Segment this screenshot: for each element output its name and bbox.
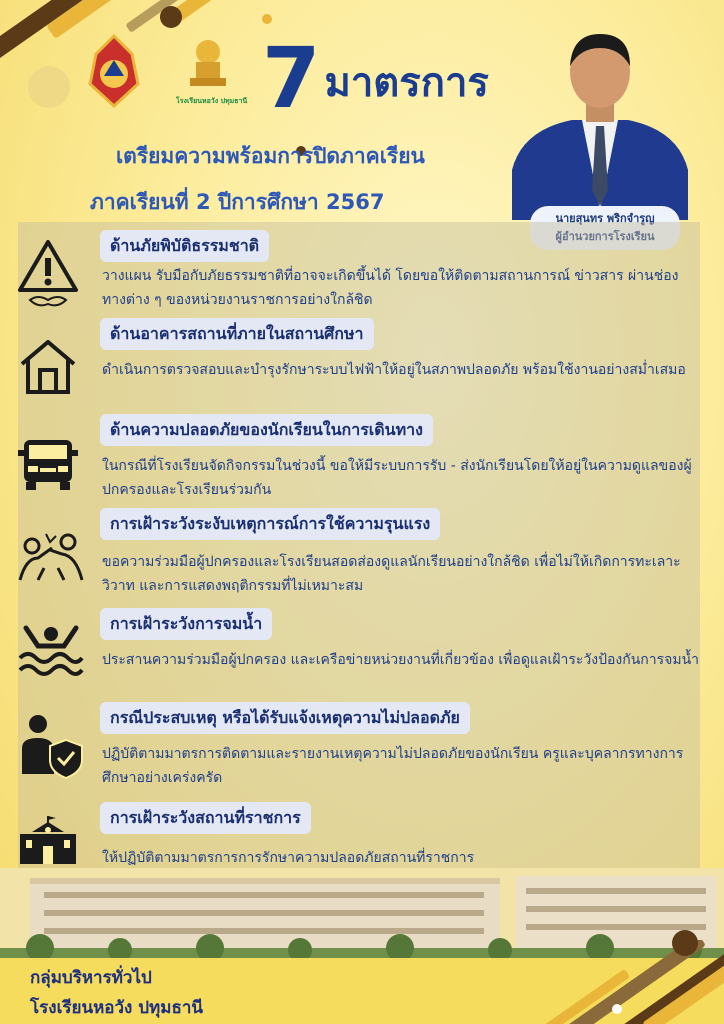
title-text: มาตรการ xyxy=(324,60,489,106)
decor-circle xyxy=(28,66,70,108)
guard-shield-icon xyxy=(16,712,80,776)
measure-title: การเฝ้าระวังระงับเหตุการณ์การใช้ความรุนแรง xyxy=(100,508,440,540)
measure-title: การเฝ้าระวังสถานที่ราชการ xyxy=(100,802,311,834)
subtitle-1: เตรียมความพร้อมการปิดภาคเรียน xyxy=(116,144,425,168)
measure-title: การเฝ้าระวังการจมน้ำ xyxy=(100,608,272,640)
measure-body: ในกรณีที่โรงเรียนจัดกิจกรรมในช่วงนี้ ขอให้มีระบบการรับ - ส่งนักเรียนโดยให้อยู่ในความดูแลของผู้ปกครองและโรงเรียนร่วมกัน xyxy=(102,458,692,498)
measure-title: ด้านอาคารสถานที่ภายในสถานศึกษา xyxy=(100,318,374,350)
footer-department: กลุ่มบริหารทั่วไป xyxy=(30,968,152,988)
director-position: ผู้อำนวยการโรงเรียน xyxy=(555,230,655,243)
decor-circle xyxy=(672,930,698,956)
house-icon xyxy=(16,334,80,398)
measure-body: ปฏิบัติตามมาตรการติดตามและรายงานเหตุความไม่ปลอดภัยของนักเรียน ครูและบุคลากรทางการศึกษาอย่างเคร่งครัด xyxy=(102,746,684,786)
decor-circle xyxy=(160,6,182,28)
measure-body: วางแผน รับมือกับภัยธรรมชาติที่อาจจะเกิดขึ้นได้ โดยขอให้ติดตามสถานการณ์ ข่าวสาร ผ่านช่องทางต่าง ๆ ของหน่วยงานราชการอย่างใกล้ชิด xyxy=(102,268,679,308)
fighting-icon xyxy=(16,528,80,592)
drowning-icon xyxy=(16,622,80,686)
subtitle-2: ภาคเรียนที่ 2 ปีการศึกษา 2567 xyxy=(90,190,385,214)
measure-body: ประสานความร่วมมือผู้ปกครอง และเครือข่ายหน่วยงานที่เกี่ยวข้อง เพื่อดูแลเฝ้าระวังป้องกันการจมน้ำ xyxy=(102,652,699,668)
measure-title: ด้านความปลอดภัยของนักเรียนในการเดินทาง xyxy=(100,414,433,446)
measure-title: กรณีประสบเหตุ หรือได้รับแจ้งเหตุความไม่ปลอดภัย xyxy=(100,702,470,734)
van-icon xyxy=(16,432,80,496)
decor-circle xyxy=(262,14,272,24)
school-emblem-icon xyxy=(176,34,240,98)
measure-title: ด้านภัยพิบัติธรรมชาติ xyxy=(100,230,269,262)
measure-body: ให้ปฏิบัติตามมาตรการการรักษาความปลอดภัยสถานที่ราชการ xyxy=(102,850,475,866)
footer-school-name: โรงเรียนหอวัง ปทุมธานี xyxy=(30,998,204,1018)
director-photo xyxy=(512,20,688,220)
title-number: 7 xyxy=(262,29,319,127)
school-building-icon xyxy=(16,812,80,876)
decor-circle xyxy=(612,1004,622,1014)
obec-emblem-icon xyxy=(86,34,142,108)
measure-body: ขอความร่วมมือผู้ปกครองและโรงเรียนสอดส่องดูแลนักเรียนอย่างใกล้ชิด เพื่อไม่ให้เกิดการทะเลาะวิวาท และการแสดงพฤติกรรมที่ไม่เหมาะสม xyxy=(102,554,681,594)
school-caption: โรงเรียนหอวัง ปทุมธานี xyxy=(176,97,248,105)
page-title xyxy=(262,29,489,127)
measure-body: ดำเนินการตรวจสอบและบำรุงรักษาระบบไฟฟ้าให้อยู่ในสภาพปลอดภัย พร้อมใช้งานอย่างสม่ำเสมอ xyxy=(102,362,686,378)
director-name: นายสุนทร พริกจำรูญ xyxy=(555,212,655,225)
disaster-warning-icon xyxy=(16,238,80,302)
